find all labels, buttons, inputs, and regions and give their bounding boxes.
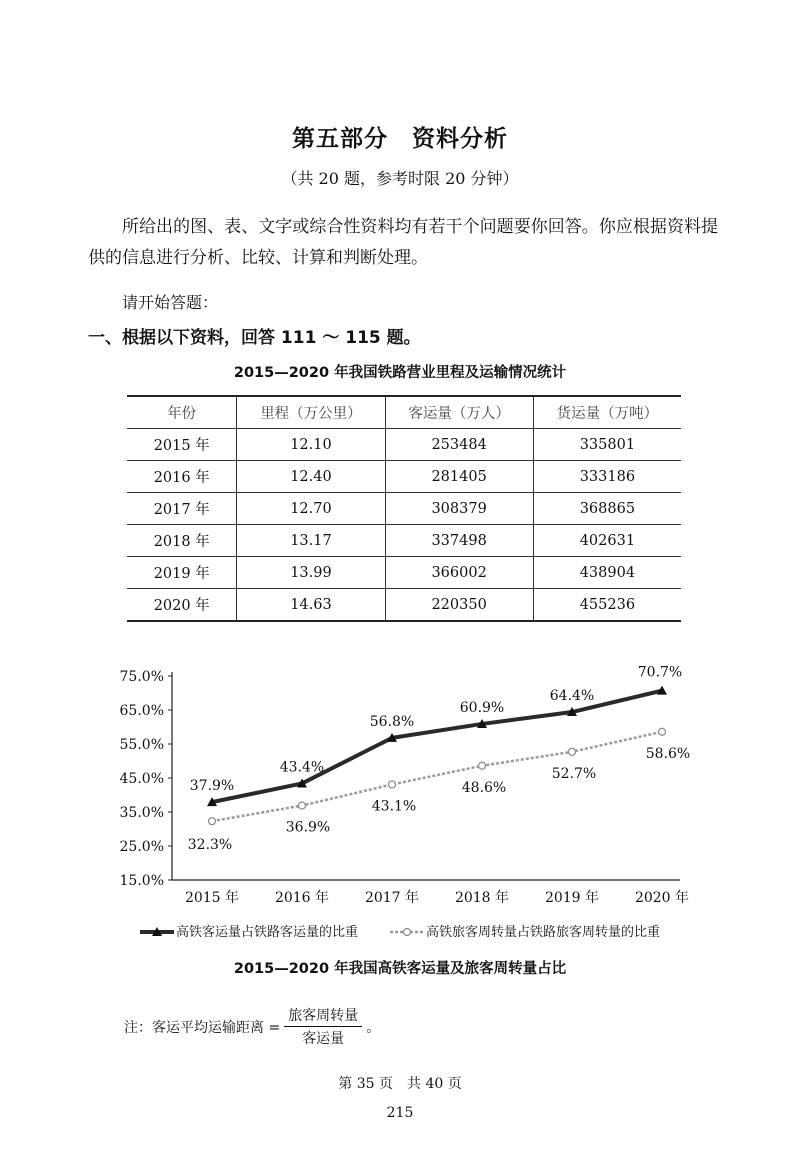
section-subtitle: （共 20 题，参考时限 20 分钟） [281, 169, 519, 188]
cell-freight: 455236 [533, 589, 681, 622]
col-header-freight: 货运量（万吨） [533, 396, 681, 429]
data-label: 43.1% [371, 798, 417, 815]
data-point-marker [209, 818, 216, 825]
y-tick-label: 25.0% [119, 839, 164, 855]
cell-year: 2019 年 [127, 557, 237, 589]
cell-freight: 402631 [533, 525, 681, 557]
data-label: 58.6% [645, 745, 691, 762]
railway-stats-table [127, 395, 681, 622]
cell-mileage: 14.63 [237, 589, 385, 622]
page-number: 215 [386, 1105, 414, 1121]
y-tick-label: 55.0% [119, 737, 164, 753]
cell-passengers: 281405 [385, 461, 533, 493]
x-tick-label: 2018 年 [454, 890, 510, 906]
cell-mileage: 12.70 [237, 493, 385, 525]
x-tick-label: 2016 年 [274, 890, 330, 906]
data-label: 32.3% [187, 837, 233, 854]
cell-freight: 438904 [533, 557, 681, 589]
y-tick-label: 45.0% [119, 771, 164, 787]
instructions-paragraph: 所给出的图、表、文字或综合性资料均有若干个问题要你回答。你应根据资料提供的信息进行分析、比较、计算和判断处理。 [88, 217, 718, 268]
formula-fraction [284, 1005, 362, 1048]
table-header-row [127, 396, 681, 429]
data-point-marker [299, 802, 306, 809]
cell-year: 2017 年 [127, 493, 237, 525]
note-suffix: 。 [366, 1019, 381, 1036]
cell-freight: 335801 [533, 429, 681, 461]
col-header-passengers: 客运量（万人） [385, 396, 533, 429]
data-label: 48.6% [461, 779, 507, 796]
data-label: 36.9% [285, 819, 331, 836]
table-row [127, 461, 681, 493]
table-row [127, 493, 681, 525]
table-row [127, 589, 681, 622]
table-row [127, 429, 681, 461]
cell-mileage: 12.40 [237, 461, 385, 493]
chart-title: 2015—2020 年我国高铁客运量及旅客周转量占比 [233, 961, 567, 977]
y-tick-label: 75.0% [119, 669, 164, 685]
x-tick-label: 2019 年 [544, 890, 600, 906]
formula-numerator: 旅客周转量 [284, 1005, 362, 1027]
question-intro: 一、根据以下资料，回答 111 ～ 115 题。 [88, 328, 421, 348]
note [124, 1005, 380, 1048]
cell-freight: 333186 [533, 461, 681, 493]
formula-denominator: 客运量 [302, 1031, 345, 1047]
data-label: 64.4% [549, 688, 595, 705]
cell-passengers: 366002 [385, 557, 533, 589]
cell-year: 2018 年 [127, 525, 237, 557]
start-prompt: 请开始答题： [122, 293, 219, 312]
cell-passengers: 308379 [385, 493, 533, 525]
data-label: 56.8% [369, 713, 415, 730]
legend-label-turnover-share: 高铁旅客周转量占铁路旅客周转量的比重 [426, 925, 661, 940]
data-label: 37.9% [189, 778, 235, 795]
share-line-chart [0, 650, 800, 950]
x-tick-label: 2020 年 [634, 890, 690, 906]
data-point-marker [479, 762, 486, 769]
data-label: 60.9% [459, 699, 505, 716]
data-label: 43.4% [279, 759, 325, 776]
series-line-high-speed-passenger-share [212, 691, 662, 803]
data-point-marker [569, 748, 576, 755]
table-row [127, 525, 681, 557]
section-title: 第五部分 资料分析 [292, 126, 508, 152]
cell-freight: 368865 [533, 493, 681, 525]
y-tick-label: 35.0% [119, 805, 164, 821]
cell-passengers: 253484 [385, 429, 533, 461]
y-tick-label: 15.0% [119, 873, 164, 889]
cell-passengers: 220350 [385, 589, 533, 622]
legend-label-passenger-share: 高铁客运量占铁路客运量的比重 [176, 925, 359, 940]
cell-mileage: 13.17 [237, 525, 385, 557]
cell-year: 2016 年 [127, 461, 237, 493]
cell-year: 2020 年 [127, 589, 237, 622]
col-header-year: 年份 [127, 396, 237, 429]
page-info: 第 35 页 共 40 页 [338, 1076, 462, 1092]
x-tick-label: 2017 年 [364, 890, 420, 906]
legend-marker-turnover-share [404, 929, 411, 936]
table-title: 2015—2020 年我国铁路营业里程及运输情况统计 [233, 365, 567, 381]
col-header-mileage: 里程（万公里） [237, 396, 385, 429]
note-prefix: 注：客运平均运输距离 = [124, 1019, 281, 1036]
data-point-marker [659, 728, 666, 735]
y-tick-label: 65.0% [119, 703, 164, 719]
data-label: 52.7% [551, 765, 597, 782]
table-row [127, 557, 681, 589]
cell-mileage: 13.99 [237, 557, 385, 589]
data-label: 70.7% [637, 664, 683, 681]
cell-year: 2015 年 [127, 429, 237, 461]
cell-mileage: 12.10 [237, 429, 385, 461]
cell-passengers: 337498 [385, 525, 533, 557]
data-point-marker [389, 781, 396, 788]
x-tick-label: 2015 年 [184, 890, 240, 906]
